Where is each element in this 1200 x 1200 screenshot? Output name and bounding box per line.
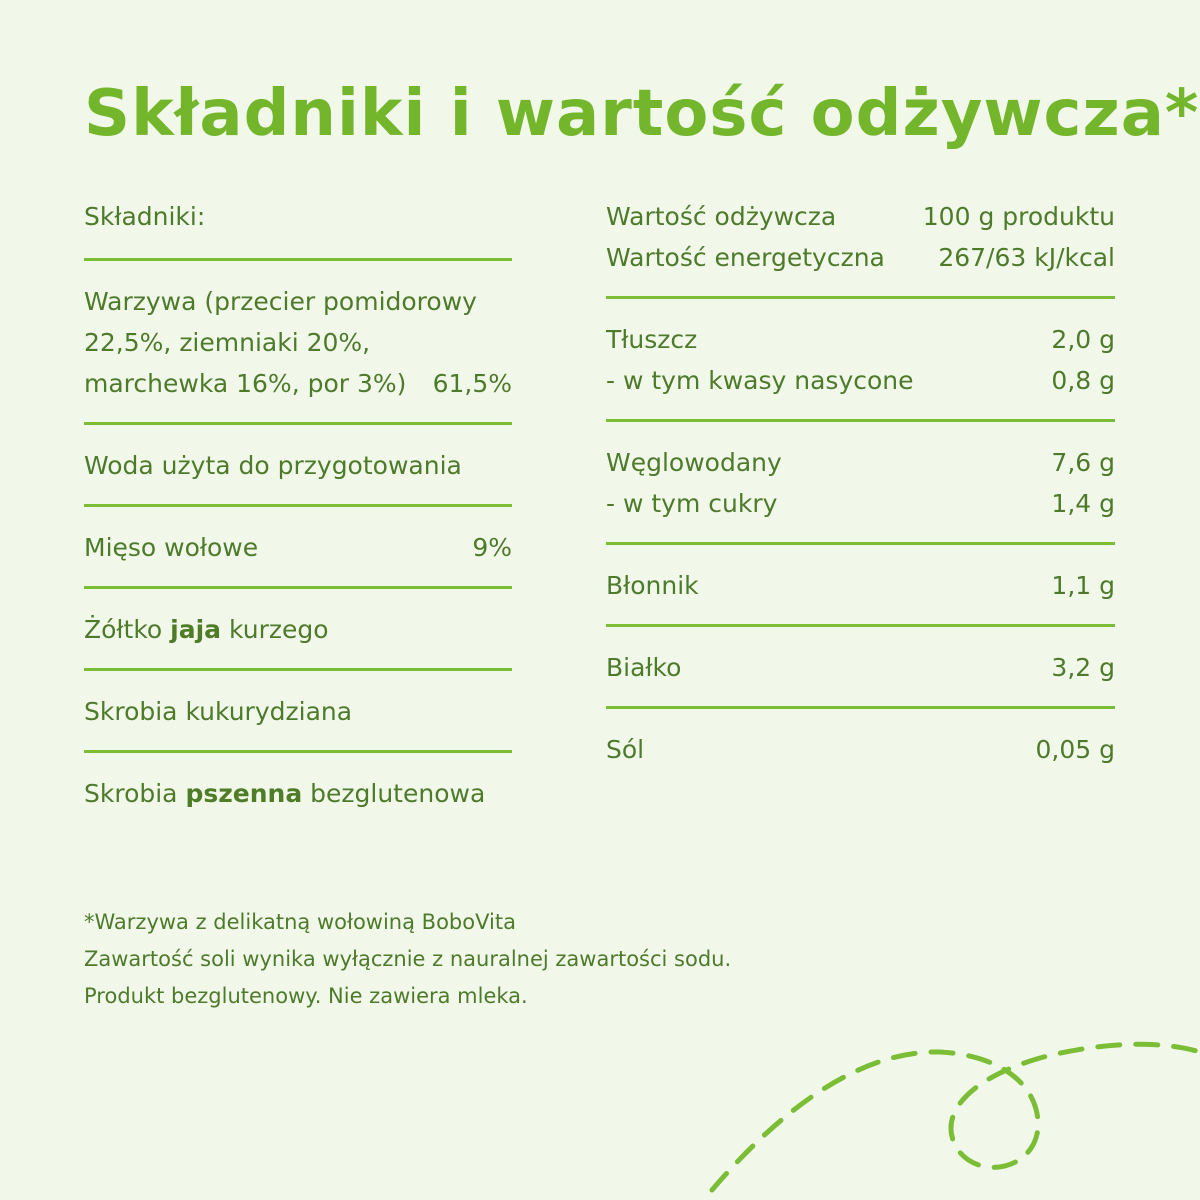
ingredient-yolk-text: kurzego <box>221 615 329 644</box>
ingredient-corn-starch: Skrobia kukurydziana <box>84 697 353 726</box>
nutrition-header-value: 100 g produktu <box>922 202 1115 231</box>
footnote-line: Produkt bezglutenowy. Nie zawiera mleka. <box>84 984 528 1008</box>
ingredient-beef-label: Mięso wołowe <box>84 533 259 562</box>
ingredient-yolk-text: Żółtko <box>84 615 171 644</box>
nutrition-energy-value: 267/63 kJ/kcal <box>938 243 1115 272</box>
ingredient-wheat-starch-text: Skrobia <box>84 779 186 808</box>
ingredient-wheat-starch-text: bezglutenowa <box>302 779 486 808</box>
nutrition-saturated-value: 0,8 g <box>1051 366 1115 395</box>
allergen-egg: jaja <box>170 615 222 644</box>
nutrition-sugars-label: - w tym cukry <box>606 489 778 518</box>
nutrition-carbs-value: 7,6 g <box>1051 448 1115 477</box>
nutrition-fiber-value: 1,1 g <box>1051 571 1115 600</box>
nutrition-sugars-value: 1,4 g <box>1051 489 1115 518</box>
ingredient-vegetables-amount: 61,5% <box>432 369 512 398</box>
ingredient-vegetables-line: marchewka 16%, por 3%) <box>84 369 407 398</box>
nutrition-saturated-label: - w tym kwasy nasycone <box>606 366 914 395</box>
footnote-line: Zawartość soli wynika wyłącznie z nauralnej zawartości sodu. <box>84 947 732 971</box>
nutrition-salt-value: 0,05 g <box>1035 735 1115 764</box>
ingredients-heading: Składniki: <box>84 202 206 231</box>
nutrition-energy-label: Wartość energetyczna <box>606 243 885 272</box>
allergen-wheat: pszenna <box>185 779 303 808</box>
ingredient-water: Woda użyta do przygotowania <box>84 451 462 480</box>
nutrition-protein-label: Białko <box>606 653 682 682</box>
nutrition-carbs-label: Węglowodany <box>606 448 782 477</box>
ingredient-vegetables-line: Warzywa (przecier pomidorowy <box>84 287 477 316</box>
nutrition-fiber-label: Błonnik <box>606 571 699 600</box>
ingredient-vegetables-line: 22,5%, ziemniaki 20%, <box>84 328 371 357</box>
footnote-line: *Warzywa z delikatną wołowiną BoboVita <box>84 910 516 934</box>
page-title: Składniki i wartość odżywcza* <box>84 77 1200 151</box>
nutrition-fat-label: Tłuszcz <box>606 325 698 354</box>
ingredient-beef-amount: 9% <box>472 533 512 562</box>
nutrition-protein-value: 3,2 g <box>1051 653 1115 682</box>
nutrition-fat-value: 2,0 g <box>1051 325 1115 354</box>
nutrition-header-label: Wartość odżywcza <box>606 202 837 231</box>
nutrition-salt-label: Sól <box>606 735 645 764</box>
